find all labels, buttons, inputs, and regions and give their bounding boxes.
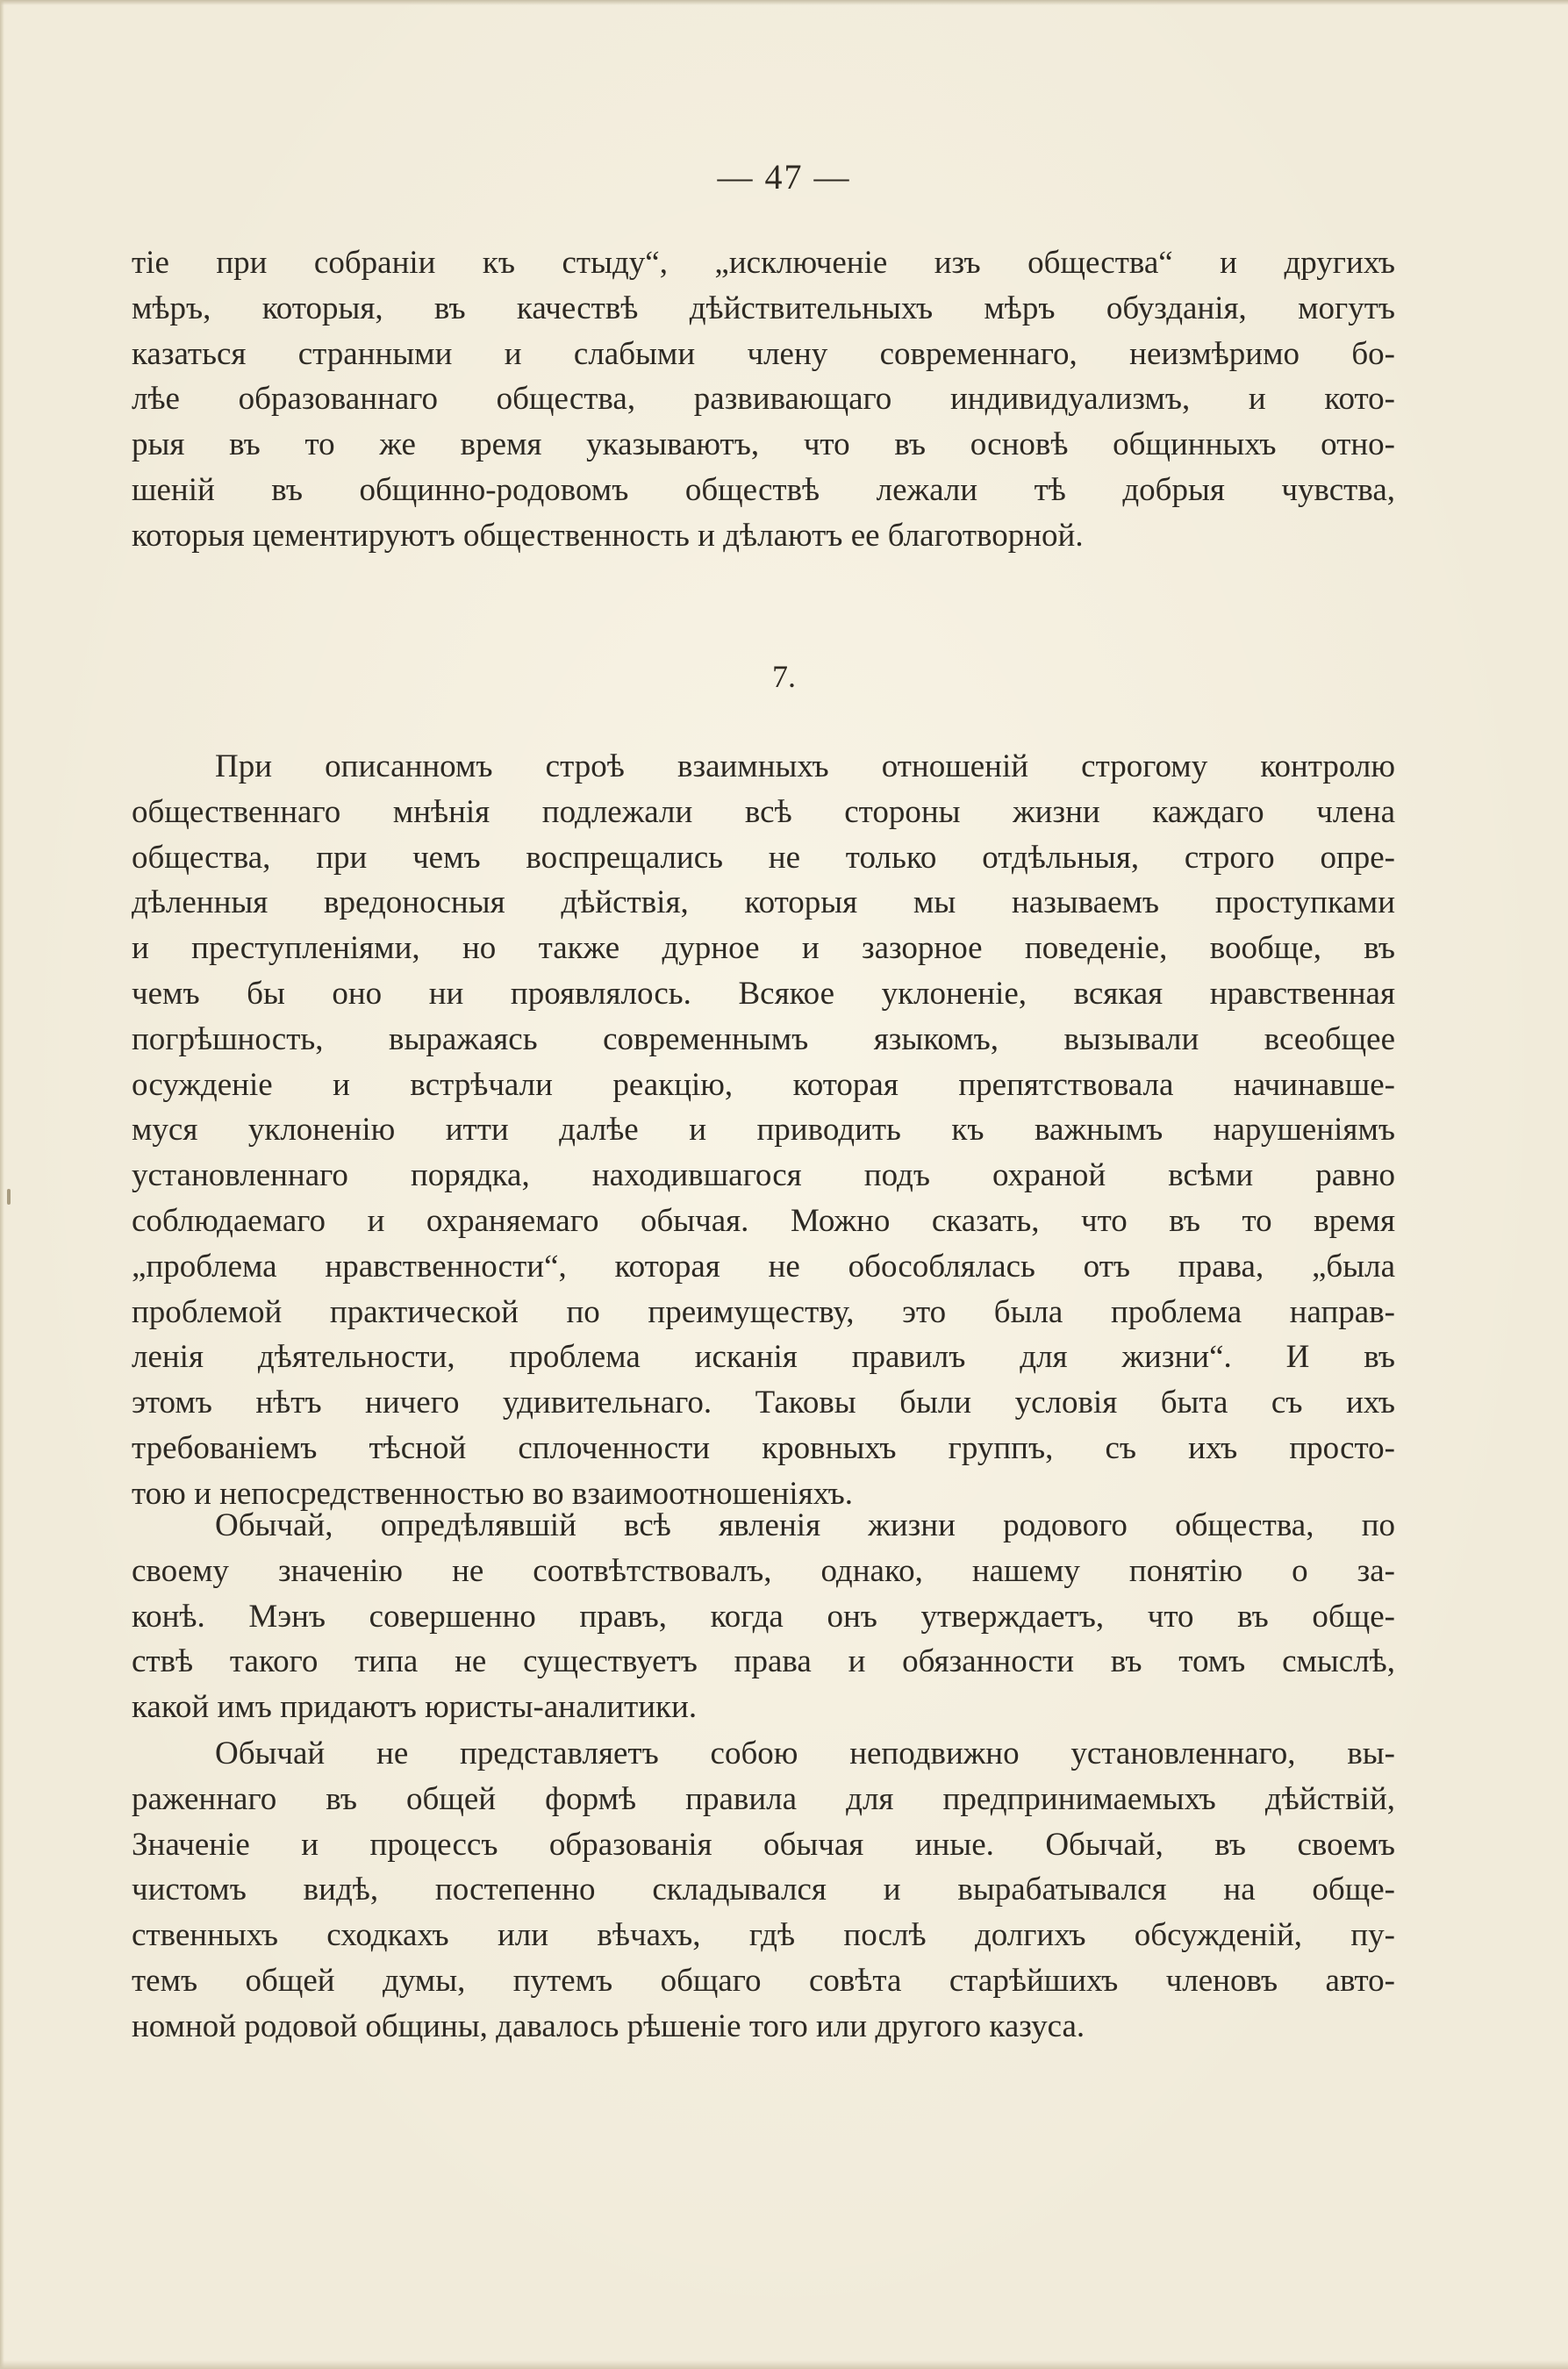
page-top-edge xyxy=(0,0,1568,5)
text-line: установленнаго порядка, находившагося подъ охраной всѣми равно xyxy=(132,1157,1395,1194)
text-line: ленія дѣятельности, проблема исканія правилъ для жизни“. И въ xyxy=(132,1339,1395,1376)
text-line: мѣръ, которыя, въ качествѣ дѣйствительныхъ мѣръ обузданія, могутъ xyxy=(132,290,1395,326)
section-number: 7. xyxy=(772,659,796,694)
text-line: номной родовой общины, давалось рѣшеніе того или другого казуса. xyxy=(132,2008,1085,2044)
text-line: своему значенію не соотвѣтствовалъ, однако, нашему понятію о за- xyxy=(132,1552,1395,1589)
text-line: темъ общей думы, путемъ общаго совѣта старѣйшихъ членовъ авто- xyxy=(132,1962,1395,1999)
text-line: Обычай не представляетъ собою неподвижно установленнаго, вы- xyxy=(215,1736,1395,1771)
text-line: чистомъ видѣ, постепенно складывался и вырабатывался на обще- xyxy=(132,1872,1395,1908)
text-line: Обычай, опредѣлявшій всѣ явленія жизни родового общества, по xyxy=(215,1507,1395,1543)
text-line: рыя въ то же время указываютъ, что въ основѣ общинныхъ отно- xyxy=(132,426,1395,463)
text-line: При описанномъ строѣ взаимныхъ отношеній строгому контролю xyxy=(215,748,1395,784)
text-line: ствѣ такого типа не существуетъ права и обязанности въ томъ смыслѣ, xyxy=(132,1643,1395,1680)
text-line: общества, при чемъ воспрещались не только отдѣльныя, строго опре- xyxy=(132,839,1395,876)
text-line: которыя цементируютъ общественность и дѣлаютъ ее благотворной. xyxy=(132,517,1084,554)
text-line: муся уклоненію итти далѣе и приводить къ важнымъ нарушеніямъ xyxy=(132,1112,1395,1149)
text-line: дѣленныя вредоносныя дѣйствія, которыя мы называемъ проступками xyxy=(132,884,1395,921)
paragraph-custom-and-law xyxy=(132,1503,1395,1730)
text-line: казаться странными и слабыми члену современнаго, неизмѣримо бо- xyxy=(132,335,1395,372)
margin-ink-mark xyxy=(7,1189,11,1205)
paragraph-custom-formation xyxy=(132,1731,1395,2050)
text-line: Значеніе и процессъ образованія обычая иные. Обычай, въ своемъ xyxy=(132,1826,1395,1863)
text-line: проблемой практической по преимуществу, это была проблема направ- xyxy=(132,1293,1395,1330)
text-line: требованіемъ тѣсной сплоченности кровныхъ группъ, съ ихъ просто- xyxy=(132,1429,1395,1466)
text-line: „проблема нравственности“, которая не обособлялась отъ права, „была xyxy=(132,1248,1395,1285)
text-line: чемъ бы оно ни проявлялось. Всякое уклоненіе, всякая нравственная xyxy=(132,975,1395,1012)
text-line: соблюдаемаго и охраняемаго обычая. Можно сказать, что въ то время xyxy=(132,1202,1395,1239)
text-line: тіе при собраніи къ стыду“, „исключеніе изъ общества“ и другихъ xyxy=(132,245,1395,281)
text-line: раженнаго въ общей формѣ правила для предпринимаемыхъ дѣйствій, xyxy=(132,1780,1395,1817)
page-left-edge xyxy=(0,0,4,2369)
paragraph-section-7 xyxy=(132,744,1395,1517)
text-line: лѣе образованнаго общества, развивающаго индивидуализмъ, и кото- xyxy=(132,381,1395,418)
text-line: конѣ. Мэнъ совершенно правъ, когда онъ утверждаетъ, что въ обще- xyxy=(132,1598,1395,1635)
text-line: этомъ нѣтъ ничего удивительнаго. Таковы были условія быта съ ихъ xyxy=(132,1385,1395,1421)
page-number: — 47 — xyxy=(717,157,851,197)
text-line: погрѣшность, выражаясь современнымъ языкомъ, вызывали всеобщее xyxy=(132,1020,1395,1057)
text-line: общественнаго мнѣнія подлежали всѣ стороны жизни каждаго члена xyxy=(132,793,1395,830)
text-line: тою и непосредственностью во взаимоотношеніяхъ. xyxy=(132,1475,854,1512)
paragraph-continuation xyxy=(132,240,1395,559)
text-line: шеній въ общинно-родовомъ обществѣ лежали тѣ добрыя чувства, xyxy=(132,471,1395,508)
page-bottom-edge xyxy=(0,2360,1568,2369)
text-line: и преступленіями, но также дурное и зазорное поведеніе, вообще, въ xyxy=(132,930,1395,967)
text-line: какой имъ придаютъ юристы-аналитики. xyxy=(132,1689,698,1726)
text-line: ственныхъ сходкахъ или вѣчахъ, гдѣ послѣ долгихъ обсужденій, пу- xyxy=(132,1917,1395,1954)
text-line: осужденіе и встрѣчали реакцію, которая препятствовала начинавше- xyxy=(132,1066,1395,1103)
